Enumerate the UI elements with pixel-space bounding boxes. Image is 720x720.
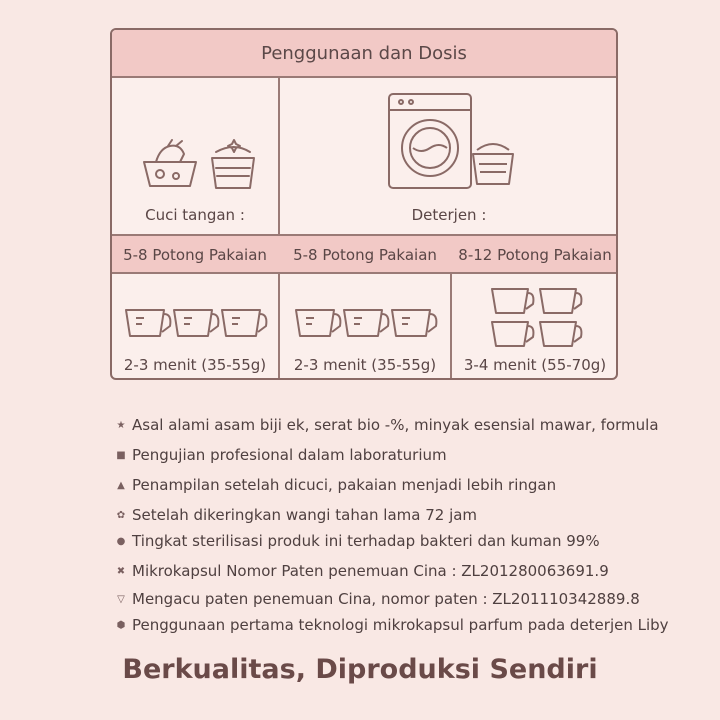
duration-label: 3-4 menit (55-70g) xyxy=(463,356,607,374)
list-item: ✿ Setelah dikeringkan wangi tahan lama 72 jam xyxy=(114,506,477,524)
square-icon: ■ xyxy=(116,449,126,461)
x-icon: ✖ xyxy=(116,565,126,577)
usage-dosage-table xyxy=(110,28,618,380)
measuring-cups-icon xyxy=(292,306,438,342)
flower-icon: ✿ xyxy=(116,509,126,521)
hand-wash-icon xyxy=(142,138,260,194)
hexagon-icon: ⬢ xyxy=(116,619,126,631)
list-item: ▽ Mengacu paten penemuan Cina, nomor paten : ZL201110342889.8 xyxy=(114,590,640,608)
pieces-label: 8-12 Potong Pakaian xyxy=(458,246,612,264)
down-triangle-icon: ▽ xyxy=(117,593,125,605)
detergent-label: Deterjen : xyxy=(411,206,487,224)
triangle-icon: ▲ xyxy=(117,479,125,491)
star-icon: ★ xyxy=(116,419,126,431)
table-title: Penggunaan dan Dosis xyxy=(112,30,616,76)
pieces-label: 5-8 Potong Pakaian xyxy=(293,246,437,264)
list-item: ★ Asal alami asam biji ek, serat bio -%, minyak esensial mawar, formula xyxy=(114,416,659,434)
list-item: ⬢ Penggunaan pertama teknologi mikrokapsul parfum pada deterjen Liby xyxy=(114,616,669,634)
measuring-cups-icon xyxy=(488,286,588,352)
divider xyxy=(112,272,616,274)
duration-label: 2-3 menit (35-55g) xyxy=(123,356,267,374)
duration-label: 2-3 menit (35-55g) xyxy=(293,356,437,374)
footer-tagline: Berkualitas, Diproduksi Sendiri xyxy=(122,654,598,685)
washing-machine-icon xyxy=(387,92,517,192)
measuring-cups-icon xyxy=(122,306,268,342)
divider xyxy=(112,76,616,78)
list-item: ▲ Penampilan setelah dicuci, pakaian menjadi lebih ringan xyxy=(114,476,556,494)
hand-wash-label: Cuci tangan : xyxy=(145,206,245,224)
list-item: ■ Pengujian profesional dalam laboraturium xyxy=(114,446,447,464)
divider xyxy=(278,76,280,380)
dot-icon: ● xyxy=(116,535,126,547)
list-item: ✖ Mikrokapsul Nomor Paten penemuan Cina : ZL201280063691.9 xyxy=(114,562,609,580)
pieces-label: 5-8 Potong Pakaian xyxy=(123,246,267,264)
list-item: ● Tingkat sterilisasi produk ini terhadap bakteri dan kuman 99% xyxy=(114,532,600,550)
